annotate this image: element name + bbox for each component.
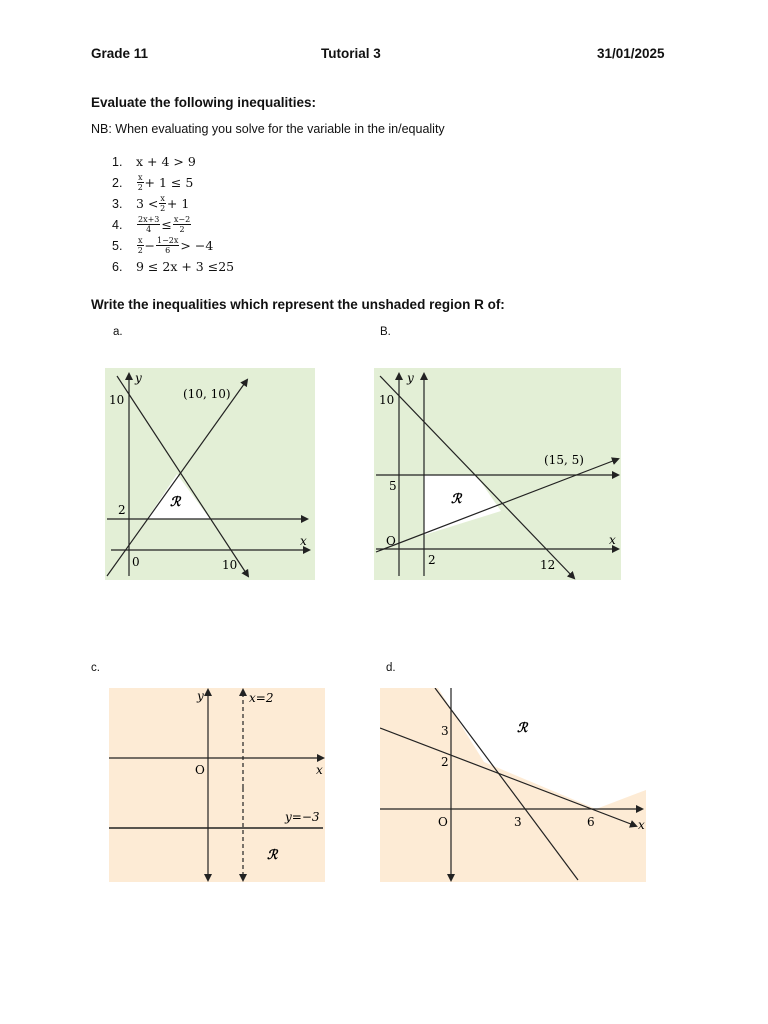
region-label: ℛ — [517, 721, 528, 736]
graph-d-label: d. — [386, 662, 396, 674]
graph-d — [380, 688, 646, 882]
origin-label: 0 — [132, 555, 140, 569]
numerator: x−2 — [173, 215, 191, 224]
region-label: ℛ — [267, 848, 278, 863]
section2-heading: Write the inequalities which represent the unshaded region R of: — [91, 297, 505, 312]
point-label: (15, 5) — [544, 453, 584, 467]
grade-label: Grade 11 — [91, 46, 149, 61]
list-item — [112, 193, 234, 214]
graph-a-label: a. — [113, 326, 123, 338]
list-item — [112, 235, 234, 256]
point-label: (10, 10) — [183, 387, 231, 401]
fraction — [156, 236, 179, 255]
graph-c — [109, 688, 325, 882]
fraction — [137, 215, 160, 234]
tick-x2: 2 — [428, 553, 436, 567]
item-expression: − — [144, 238, 155, 253]
list-item — [112, 256, 234, 277]
denominator: 4 — [146, 225, 152, 234]
tick-x6: 6 — [587, 815, 595, 829]
origin-label: O — [386, 534, 396, 548]
item-expression: ≤ — [161, 217, 172, 232]
item-expression: + 1 ≤ 5 — [144, 175, 194, 190]
graph-c-label: c. — [91, 662, 100, 674]
x-axis-label: x — [638, 818, 645, 832]
shaded-background — [109, 688, 325, 882]
hline-label: y=−3 — [285, 810, 320, 824]
denominator: 2 — [137, 183, 143, 192]
graph-a — [105, 368, 315, 580]
item-number: 1. — [112, 154, 123, 169]
y-axis-label: y — [407, 371, 414, 385]
list-item — [112, 214, 234, 235]
tick-y5: 5 — [389, 479, 397, 493]
list-item — [112, 172, 234, 193]
shaded-background — [374, 368, 621, 580]
item-expression: + 1 — [166, 196, 190, 211]
item-number: 5. — [112, 238, 123, 253]
x-axis-label: x — [609, 533, 616, 547]
tick-x12: 12 — [540, 558, 556, 572]
list-item — [112, 151, 234, 172]
region-label: ℛ — [170, 495, 181, 510]
tick-y2: 2 — [441, 755, 449, 769]
numerator: x — [138, 236, 143, 245]
item-number: 2. — [112, 175, 123, 190]
vline-label: x=2 — [249, 691, 274, 705]
tick-x3: 3 — [514, 815, 522, 829]
fraction — [137, 173, 144, 192]
fraction — [159, 194, 166, 213]
numerator: 1−2x — [157, 236, 179, 245]
origin-label: O — [195, 763, 205, 777]
section1-note: NB: When evaluating you solve for the variable in the in/equality — [91, 122, 445, 136]
date-label: 31/01/2025 — [597, 46, 665, 61]
item-number: 4. — [112, 217, 123, 232]
tick-x10: 10 — [222, 558, 238, 572]
section1-heading: Evaluate the following inequalities: — [91, 95, 317, 110]
region-label: ℛ — [451, 492, 462, 507]
x-axis-label: x — [300, 534, 307, 548]
y-axis-label: y — [197, 689, 204, 703]
fraction — [137, 236, 144, 255]
inequality-list — [112, 151, 234, 277]
numerator: x — [138, 173, 143, 182]
fraction — [173, 215, 191, 234]
item-number: 3. — [112, 196, 123, 211]
y-axis-label: y — [135, 371, 142, 385]
origin-label: O — [438, 815, 448, 829]
denominator: 2 — [137, 246, 143, 255]
item-expression: 9 ≤ 2x + 3 ≤25 — [136, 259, 235, 274]
tutorial-label: Tutorial 3 — [321, 46, 381, 61]
numerator: 2x+3 — [138, 215, 160, 224]
denominator: 2 — [160, 204, 166, 213]
item-number: 6. — [112, 259, 123, 274]
item-expression: x + 4 > 9 — [136, 154, 196, 169]
tick-y10: 10 — [109, 393, 125, 407]
graph-b-label: B. — [380, 326, 391, 338]
denominator: 2 — [179, 225, 185, 234]
item-expression: > −4 — [180, 238, 214, 253]
denominator: 6 — [165, 246, 171, 255]
x-axis-label: x — [316, 763, 323, 777]
graph-b — [374, 368, 621, 580]
numerator: x — [160, 194, 165, 203]
tick-y10: 10 — [379, 393, 395, 407]
item-expression: 3 < — [136, 196, 159, 211]
tick-y3: 3 — [441, 724, 449, 738]
tick-y2: 2 — [118, 503, 126, 517]
